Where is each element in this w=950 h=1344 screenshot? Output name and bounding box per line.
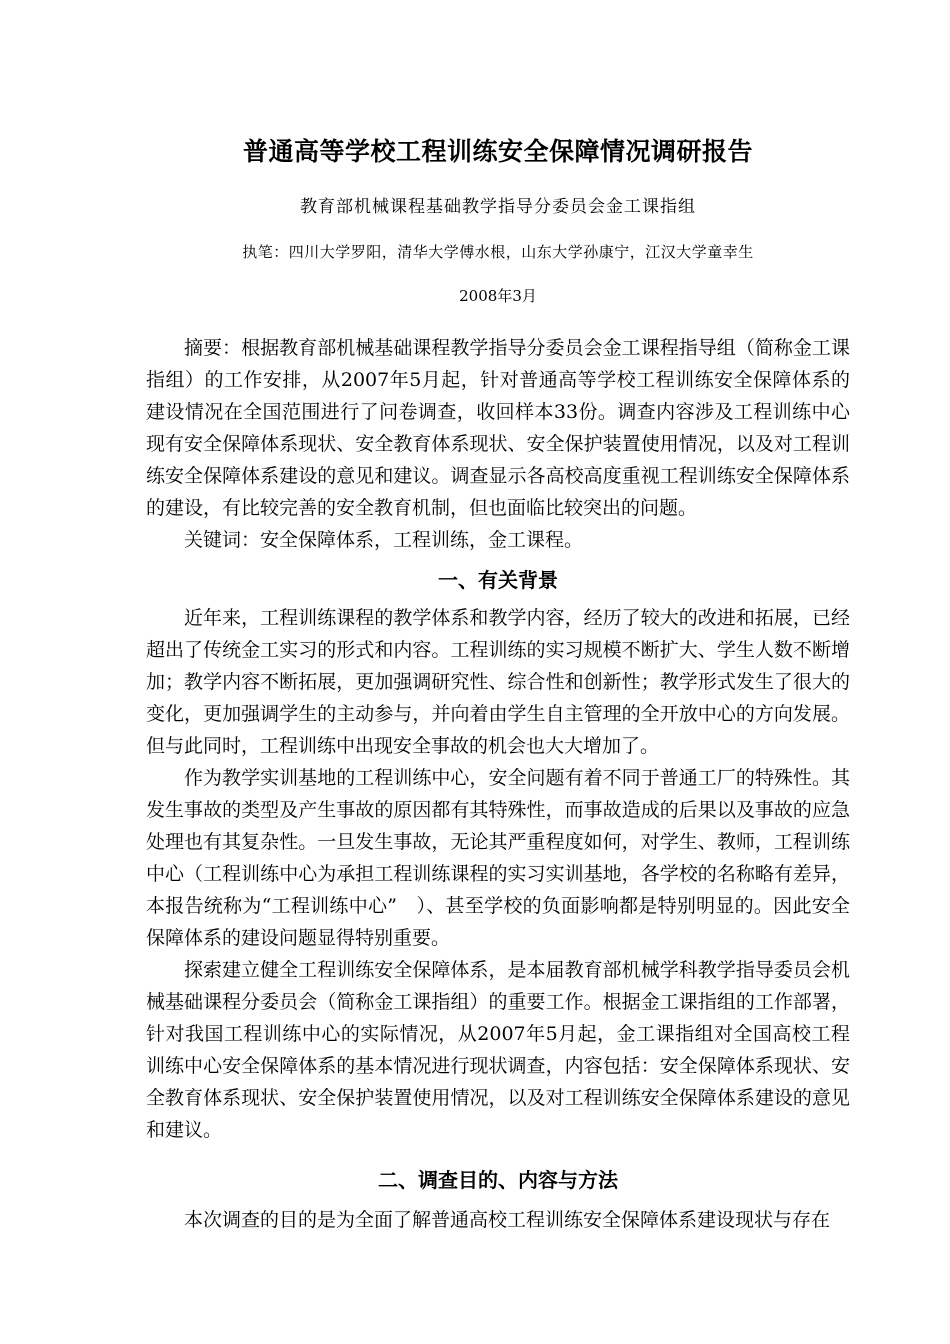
report-date: 2008年3月 (459, 287, 537, 305)
document-body (146, 132, 850, 1236)
document-title: 普通高等学校工程训练安全保障情况调研报告 (242, 137, 753, 166)
keywords-text: 安全保障体系，工程训练，金工课程。 (260, 529, 584, 551)
organization-line: 教育部机械课程基础教学指导分委员会金工课指组 (300, 197, 696, 217)
body-paragraph: 作为教学实训基地的工程训练中心，安全问题有着不同于普通工厂的特殊性。其发生事故的类型及产生事故的原因都有其特殊性，而事故造成的后果以及事故的应急处理也有其复杂性。一旦发生事故，无论其严重程度如何，对学生、教师，工程训练中心（工程训练中心为承担工程训练课程的实习实训基地，各学校的名称略有差异，本报告统称为“工程训练中心” ）、甚至学校的负面影响都是特别明显的。因此安全保障体系的建设问题显得特别重要。 (146, 767, 850, 949)
body-paragraph: 本次调查的目的是为全面了解普通高校工程训练安全保障体系建设现状与存在 (184, 1209, 831, 1231)
keywords-label: 关键词： (184, 529, 261, 551)
section-heading-background: 一、有关背景 (438, 568, 558, 592)
authors-line: 执笔：四川大学罗阳，清华大学傅水根，山东大学孙康宁，江汉大学童幸生 (242, 243, 754, 261)
abstract-text: 根据教育部机械基础课程教学指导分委员会金工课程指导组（简称金工课指组）的工作安排，从2007年5月起，针对普通高等学校工程训练安全保障体系的建设情况在全国范围进行了问卷调查，收回样本33份。调查内容涉及工程训练中心现有安全保障体系现状、安全教育体系现状、安全保护装置使用情况，以及对工程训练安全保障体系建设的意见和建议。调查显示各高校高度重视工程训练安全保障体系的建设，有比较完善的安全教育机制，但也面临比较突出的问题。 (146, 337, 850, 519)
abstract-label: 摘要： (184, 337, 242, 359)
keywords-paragraph (146, 524, 850, 556)
body-paragraph: 近年来，工程训练课程的教学体系和教学内容，经历了较大的改进和拓展，已经超出了传统金工实习的形式和内容。工程训练的实习规模不断扩大、学生人数不断增加；教学内容不断拓展，更加强调研究性、综合性和创新性；教学形式发生了很大的变化，更加强调学生的主动参与，并向着由学生自主管理的全开放中心的方向发展。但与此同时，工程训练中出现安全事故的机会也大大增加了。 (146, 607, 850, 757)
abstract-paragraph (146, 332, 850, 524)
body-paragraph: 探索建立健全工程训练安全保障体系，是本届教育部机械学科教学指导委员会机械基础课程分委员会（简称金工课指组）的重要工作。根据金工课指组的工作部署，针对我国工程训练中心的实际情况，从2007年5月起，金工课指组对全国高校工程训练中心安全保障体系的基本情况进行现状调查，内容包括：安全保障体系现状、安全教育体系现状、安全保护装置使用情况，以及对工程训练安全保障体系建设的意见和建议。 (146, 959, 850, 1141)
section-heading-purpose: 二、调查目的、内容与方法 (378, 1168, 618, 1192)
